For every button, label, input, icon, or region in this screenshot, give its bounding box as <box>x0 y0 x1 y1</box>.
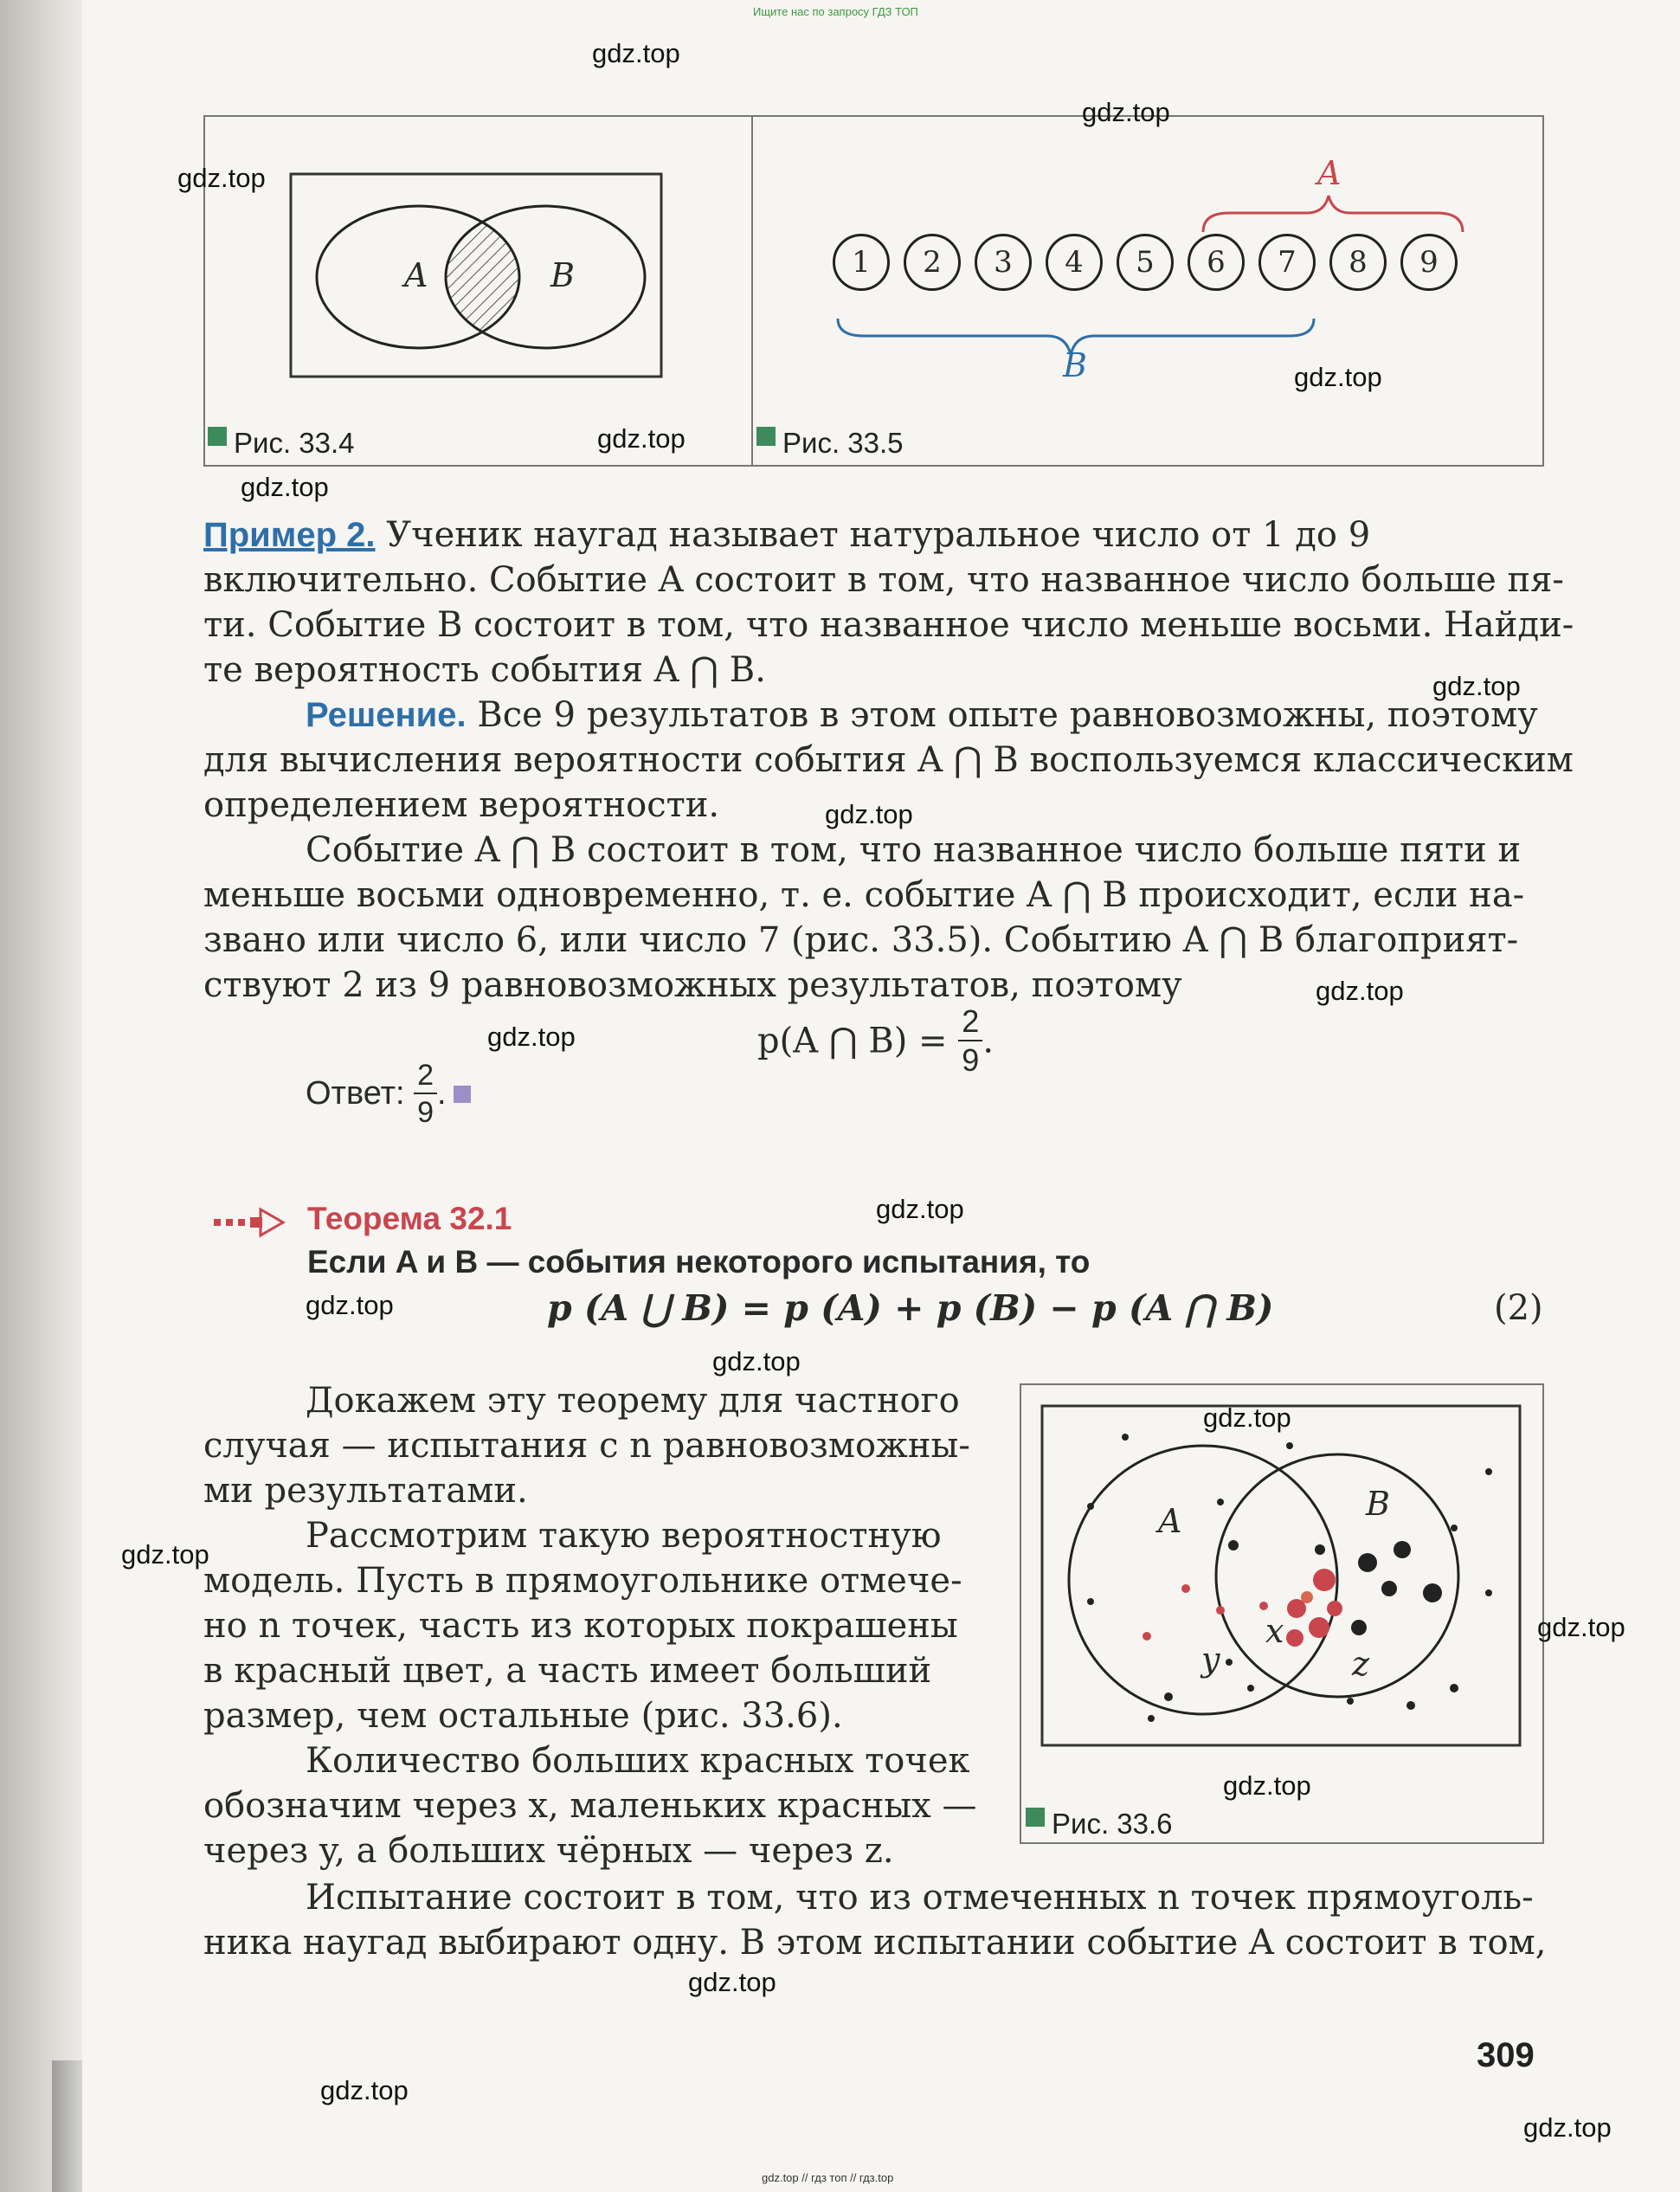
proof-line-2: случая — испытания с n равновозможны- <box>203 1426 970 1466</box>
example-line-4: те вероятность события A ⋂ B. <box>203 650 766 690</box>
diagram-dot <box>1143 1632 1151 1641</box>
proof-line-6: но n точек, часть из которых покрашены <box>203 1606 958 1646</box>
diagram-dot <box>1164 1692 1173 1701</box>
proof-line-7: в красный цвет, а часть имеет больший <box>203 1651 932 1691</box>
number-circle-5: 5 <box>1117 234 1174 291</box>
fig-33-5-label-b: B <box>1063 346 1087 384</box>
book-spine <box>0 0 82 2192</box>
diagram-dot <box>1451 1525 1458 1531</box>
diagram-dot <box>1217 1499 1224 1505</box>
diagram-dot <box>1347 1698 1354 1705</box>
fig-33-5-caption: Рис. 33.5 <box>756 427 904 460</box>
diagram-dot <box>1485 1589 1492 1596</box>
watermark: gdz.top <box>1316 976 1404 1006</box>
proof-line-11: через y, а больших чёрных — через z. <box>203 1831 894 1871</box>
diagram-dot <box>1381 1581 1397 1596</box>
example-title: Пример 2. <box>203 516 376 554</box>
solution-line-5: меньше восьми одновременно, т. е. событие A ⋂ B происходит, если на- <box>203 875 1525 915</box>
theorem-statement: Если A и B — события некоторого испытания, то <box>307 1244 1091 1280</box>
fig-33-6-label-z: z <box>1352 1645 1370 1683</box>
diagram-dot <box>1247 1685 1254 1692</box>
fig-33-6-label-y: y <box>1201 1641 1220 1679</box>
proof-line-8: размер, чем остальные (рис. 33.6). <box>203 1696 843 1736</box>
fig-33-6-caption: Рис. 33.6 <box>1026 1808 1173 1841</box>
watermark: gdz.top <box>592 38 680 68</box>
diagram-dot <box>1313 1569 1336 1591</box>
watermark: gdz.top <box>1523 2112 1612 2143</box>
fig-33-6-label-a: A <box>1158 1502 1182 1540</box>
diagram-dot <box>1148 1715 1155 1722</box>
caption-square-icon <box>1026 1808 1045 1827</box>
header-note: Ищите нас по запросу ГДЗ ТОП <box>753 5 918 18</box>
footer-note: gdz.top // гдз топ // гдз.top <box>762 2171 894 2184</box>
caption-square-icon <box>208 427 227 446</box>
diagram-dot <box>1450 1684 1458 1692</box>
diagram-dot <box>1423 1583 1442 1602</box>
watermark: gdz.top <box>1223 1770 1311 1801</box>
watermark: gdz.top <box>688 1967 776 1997</box>
diagram-dot <box>1406 1701 1415 1710</box>
diagram-dot <box>1226 1659 1233 1666</box>
solution-line-6: звано или число 6, или число 7 (рис. 33.5). Событию A ⋂ B благоприят- <box>203 920 1519 960</box>
watermark: gdz.top <box>597 423 686 454</box>
solution-formula: p(A ⋂ B) = $\frac{2}{9}$ . <box>757 1003 994 1078</box>
proof-line-5: модель. Пусть в прямоугольнике отмече- <box>203 1561 962 1601</box>
example-line-1: Пример 2. Ученик наугад называет натуральное число от 1 до 9 <box>203 515 1371 555</box>
solution-line-7: ствуют 2 из 9 равновозможных результатов, поэтому <box>203 965 1182 1005</box>
answer-label: Ответ: <box>306 1075 405 1112</box>
diagram-dot <box>1485 1468 1492 1475</box>
fig-33-6-diagram <box>1039 1402 1523 1749</box>
theorem-arrow-icon <box>212 1206 290 1241</box>
watermark: gdz.top <box>876 1194 964 1224</box>
proof-line-3: ми результатами. <box>203 1471 528 1511</box>
example-line-2: включительно. Событие A состоит в том, что названное число больше пя- <box>203 560 1564 600</box>
fig-33-4-venn <box>286 169 684 385</box>
fig-33-6-label-b: B <box>1366 1485 1390 1523</box>
number-circle-2: 2 <box>904 234 961 291</box>
page-number: 309 <box>1477 2036 1535 2074</box>
number-circle-6: 6 <box>1188 234 1245 291</box>
proof-line-13: ника наугад выбирают одну. В этом испытании событие A состоит в том, <box>203 1923 1547 1963</box>
diagram-dot <box>1309 1617 1329 1638</box>
theorem-formula: p (A ⋃ B) = p (A) + p (B) − p (A ⋂ B) <box>547 1287 1274 1329</box>
fig-33-4-label-b: B <box>550 256 575 294</box>
theorem-title: Теорема 32.1 <box>307 1201 512 1236</box>
watermark: gdz.top <box>1432 671 1521 701</box>
watermark: gdz.top <box>1082 97 1170 127</box>
theorem-number: (2) <box>1494 1288 1543 1328</box>
diagram-dot <box>1315 1544 1325 1555</box>
diagram-dot <box>1286 1629 1303 1647</box>
watermark: gdz.top <box>241 472 329 502</box>
solution-line-4: Событие A ⋂ B состоит в том, что названное число больше пяти и <box>306 830 1522 870</box>
number-circle-9: 9 <box>1400 234 1458 291</box>
fig-33-5-label-a: A <box>1317 154 1342 192</box>
watermark: gdz.top <box>1203 1402 1291 1433</box>
solution-title: Решение. <box>306 696 467 734</box>
watermark: gdz.top <box>306 1290 394 1320</box>
diagram-dot <box>1087 1598 1094 1605</box>
diagram-dot <box>1327 1601 1342 1616</box>
watermark: gdz.top <box>1294 362 1382 392</box>
number-circle-4: 4 <box>1046 234 1103 291</box>
proof-line-1: Докажем эту теорему для частного <box>306 1381 960 1421</box>
number-circle-3: 3 <box>975 234 1032 291</box>
number-circle-7: 7 <box>1258 234 1316 291</box>
diagram-dot <box>1286 1442 1293 1449</box>
diagram-dot <box>1259 1602 1268 1610</box>
answer: Ответ: $\frac{2}{9}$ . <box>306 1061 471 1127</box>
watermark: gdz.top <box>1537 1612 1625 1642</box>
diagram-dot <box>1216 1606 1225 1615</box>
watermark: gdz.top <box>712 1346 801 1376</box>
number-circle-1: 1 <box>833 234 890 291</box>
figure-divider <box>751 115 753 465</box>
watermark: gdz.top <box>825 799 913 829</box>
solution-line-3: определением вероятности. <box>203 785 720 825</box>
diagram-dot <box>1351 1620 1367 1635</box>
watermark: gdz.top <box>121 1539 209 1570</box>
gutter-shadow <box>52 2060 87 2192</box>
example-line-3: ти. Событие B состоит в том, что названное число меньше восьми. Найди- <box>203 605 1574 645</box>
fig-33-4-caption: Рис. 33.4 <box>208 427 355 460</box>
diagram-dot <box>1358 1553 1377 1572</box>
diagram-dot <box>1087 1503 1094 1510</box>
proof-line-4: Рассмотрим такую вероятностную <box>306 1516 942 1556</box>
proof-line-12: Испытание состоит в том, что из отмеченных n точек прямоуголь- <box>306 1878 1534 1918</box>
watermark: gdz.top <box>320 2075 409 2105</box>
diagram-dot <box>1394 1541 1411 1558</box>
diagram-dot <box>1228 1540 1239 1551</box>
solution-line-2: для вычисления вероятности события A ⋂ B воспользуемся классическим <box>203 740 1574 780</box>
caption-square-icon <box>756 427 776 446</box>
number-circle-8: 8 <box>1329 234 1387 291</box>
fig-33-6-label-x: x <box>1265 1612 1284 1650</box>
diagram-dot <box>1301 1591 1313 1603</box>
solution-line-1: Решение. Все 9 результатов в этом опыте равновозможны, поэтому <box>306 695 1538 735</box>
watermark: gdz.top <box>487 1022 576 1052</box>
proof-line-9: Количество больших красных точек <box>306 1741 970 1781</box>
watermark: gdz.top <box>177 163 266 193</box>
diagram-dot <box>1181 1584 1190 1593</box>
proof-line-10: обозначим через x, маленьких красных — <box>203 1786 977 1826</box>
fig-33-4-label-a: A <box>404 256 428 294</box>
diagram-dot <box>1122 1434 1129 1441</box>
end-of-solution-icon <box>454 1086 471 1103</box>
